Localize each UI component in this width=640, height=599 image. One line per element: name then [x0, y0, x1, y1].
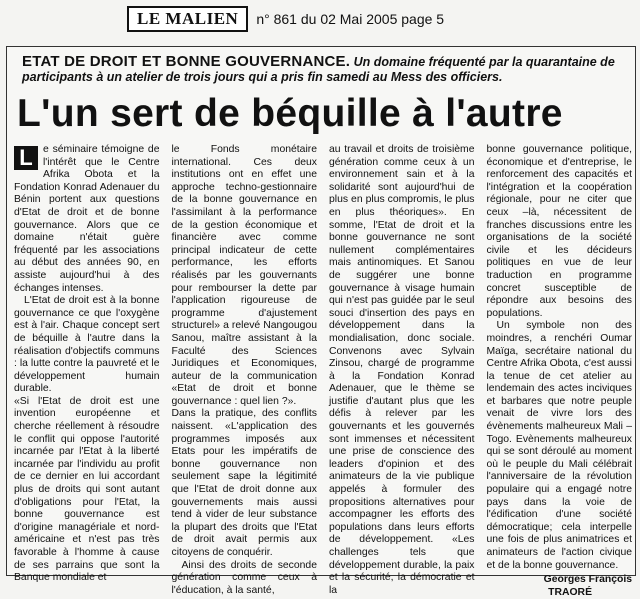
article-column-1	[14, 144, 160, 584]
article-paragraph: le Fonds monétaire international. Ces deux institutions ont en effet une approche techno-gestionnaire de la bonne gouvernance en l'assimilant à la performance de la gestion économique et financière avec comme principal indicateur de cette performance, les efforts réalisés par les gouvernants pour rembourser la dette par l'application rigoureuse de programme d'ajustement structurel» a relevé Nangougou Sanou, maître assistant à la Faculté des Sciences Juridiques et Economiques, auteur de la communication «Etat de droit et bonne gouvernance : quel lien ?».	[171, 144, 317, 407]
article-paragraph: bonne gouvernance politique, économique et d'entreprise, le renforcement des capacités et l'intégration et la coopération régionale, pour ne citer que ceux –là, nécessitent de franches discussions entre les organisations de la société civile et les décideurs politiques en vue de leur traduction en programme concret susceptible de répondre aux besoins des populations.	[486, 144, 632, 319]
drop-cap: L	[14, 146, 38, 170]
article-column-3	[329, 144, 475, 596]
article-paragraph: Dans la pratique, des conflits naissent. «L'application des programmes imposés aux Etats pour les impératifs de bonne gouvernance non seulement sape la légitimité que l'Etat de droit donne aux gouvernements mais aussi tend à vider de leur substance la plupart des droits que l'Etat de droit avait permis aux citoyens de conquérir.	[171, 408, 317, 558]
article-paragraph: L'Etat de droit est à la bonne gouvernance ce que l'oxygène est à l'air. Chaque concept sert de béquille à l'autre dans la réalisation d'objectifs communs : la lutte contre la pauvreté et le développement humain durable.	[14, 295, 160, 395]
author-name: Georges François	[543, 574, 632, 586]
kicker-subtitle: Un domaine fréquenté par la quarantaine de participants à un atelier de trois jours qui a pris fin samedi au Mess des officiers.	[22, 55, 615, 84]
article-body	[14, 144, 632, 598]
article-paragraph: Un symbole non des moindres, a renchéri Oumar Maïga, secrétaire national du Centre Afrika Obota, c'est aussi la tenue de cet atelier au lendemain des actes inciviques et barbares que notre peuple venait de vivre lors des évènements malheureux Mali – Togo. Evènements malheureux qui se sont déroulé au moment où le peuple du Mali célébrait l'anniversaire de la révolution populaire qui a engagé notre pays dans la voie de l'édification d'une société démocratique; cela interpelle une fois de plus animatrices et animateurs de l'action civique et de la bonne gouvernance.	[486, 320, 632, 571]
issue-info: n° 861 du 02 Mai 2005 page 5	[256, 11, 445, 27]
newspaper-masthead: LE MALIEN	[127, 6, 248, 32]
kicker-topic: ETAT DE DROIT ET BONNE GOUVERNANCE.	[22, 53, 351, 70]
article-column-2	[171, 144, 318, 596]
article-headline: L'un sert de béquille à l'autre	[17, 92, 563, 135]
article-paragraph: L e séminaire témoigne de l'intérêt que le Centre Afrika Obota et la Fondation Konrad Adenauer du Bénin portent aux questions d'Etat de droit et de bonne gouvernance. Alors que ce domaine n'était guère fréquenté par les associations au début des années 90, en assiste aujourd'hui à des échanges intenses.	[14, 144, 160, 294]
article-paragraph: Ainsi des droits de seconde génération comme ceux à l'éducation, à la santé,	[171, 559, 317, 596]
article-paragraph: «Si l'Etat de droit est une invention européenne et cherche réellement à résoudre le conflit qui oppose l'autorité incarnée par l'Etat à la liberté incarnée par l'individu au profit de ce dernier en lui accordant plus de droits qui sont autant d'obligations pour l'Etat, la bonne gouvernance est d'origine managériale et nord-américaine et n'est pas très favorable à l'homme à cause de ses parrains que sont la Banque mondiale et	[14, 395, 160, 584]
article-column-4	[486, 144, 633, 598]
article-kicker	[22, 54, 622, 85]
author-surname: TRAORÉ	[548, 586, 592, 598]
page-header	[127, 6, 547, 32]
article-paragraph: au travail et droits de troisième génération comme ceux à un environnement sain et à la solidarité sont aujourd'hui de plus en plus compromis, le plus en plus théoriques». En somme, l'Etat de droit et la bonne gouvernance ne sont nullement complémentaires mais antinomiques. Et Sanou de suggérer une bonne gouvernance à visage humain qui n'est pas guidée par le seul souci d'insertion des pays en développement dans la mondialisation, donc sociale. Convenons avec Sylvain Zinsou, chargé de programme à la Fondation Konrad Adenauer, que le thème se justifie d'autant plus que les défis à relever par les gouvernants et les gouvernés sont immenses et nécessitent une prise de conscience des leaders d'opinion et des animateurs de la vie publique appelés à formuler des propositions alternatives pour accompagner les efforts des populations dans leurs efforts de développement. «Les challenges tels que développement durable, la paix et la sécurité, la démocratie et la	[329, 144, 475, 596]
